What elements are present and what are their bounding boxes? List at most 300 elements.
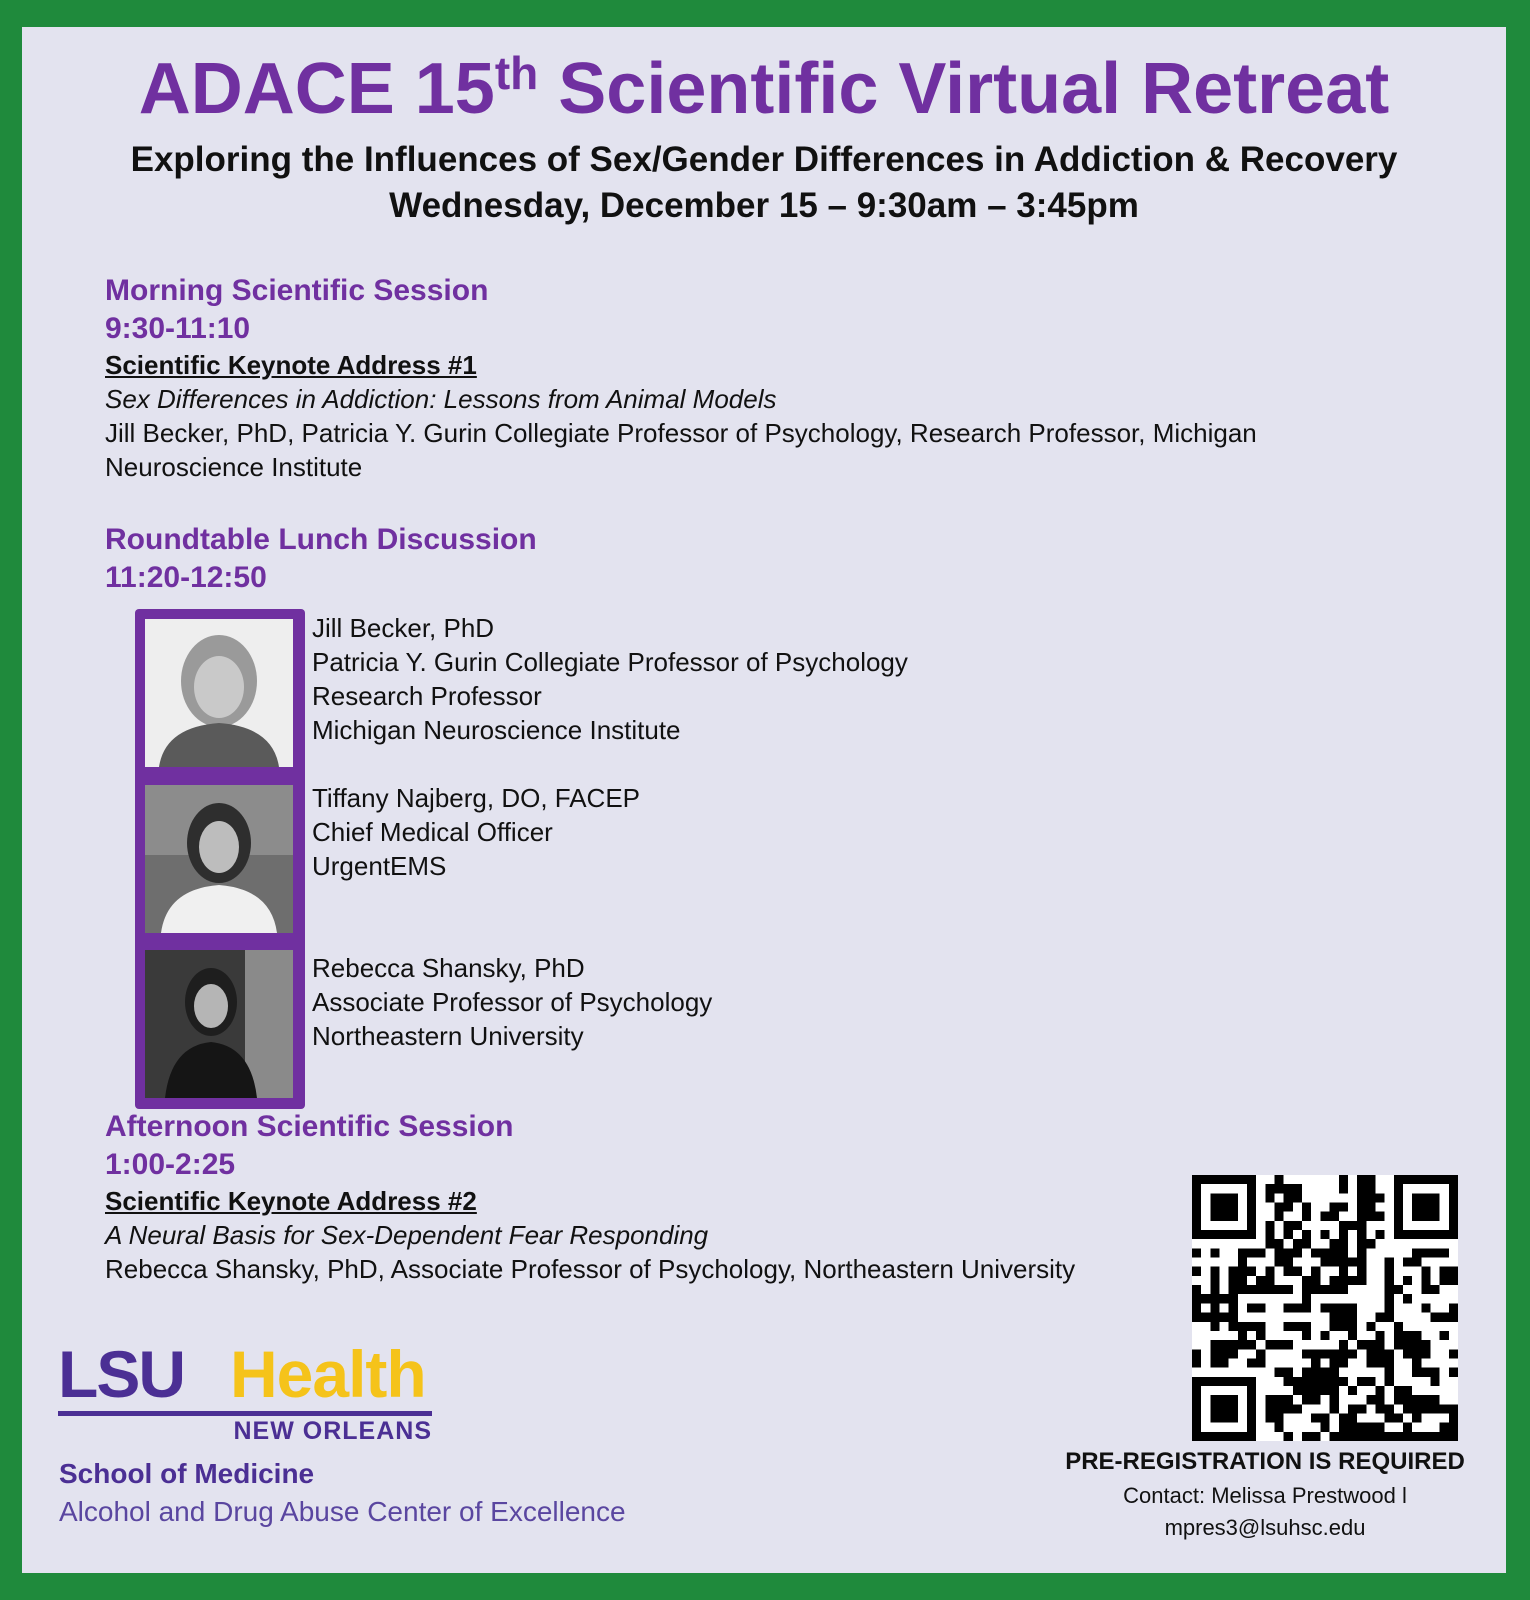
panelist-3 — [312, 951, 712, 1053]
keynote-1-label: Scientific Keynote Address #1 — [105, 350, 477, 380]
qr-module — [1375, 1395, 1384, 1404]
qr-module — [1192, 1377, 1201, 1386]
qr-module — [1394, 1413, 1403, 1422]
qr-module — [1238, 1267, 1247, 1276]
qr-module — [1357, 1221, 1366, 1230]
qr-module — [1247, 1340, 1256, 1349]
qr-module — [1412, 1413, 1421, 1422]
qr-module — [1320, 1303, 1329, 1312]
qr-module — [1210, 1294, 1219, 1303]
qr-module — [1302, 1331, 1311, 1340]
qr-module — [1210, 1212, 1219, 1221]
qr-module — [1375, 1230, 1384, 1239]
qr-module — [1357, 1258, 1366, 1267]
panelist-1-role: Research Professor — [312, 681, 542, 711]
qr-module — [1421, 1395, 1430, 1404]
qr-module — [1247, 1267, 1256, 1276]
qr-module — [1220, 1230, 1229, 1239]
qr-module — [1210, 1303, 1219, 1312]
qr-module — [1449, 1413, 1458, 1422]
qr-module — [1247, 1212, 1256, 1221]
panelist-photo-frame — [135, 609, 305, 1109]
qr-module — [1330, 1212, 1339, 1221]
qr-module — [1302, 1276, 1311, 1285]
qr-module — [1293, 1239, 1302, 1248]
qr-module — [1247, 1413, 1256, 1422]
lsu-logo-text: LSU — [58, 1337, 184, 1411]
qr-module — [1311, 1368, 1320, 1377]
qr-module — [1238, 1175, 1247, 1184]
qr-module — [1192, 1294, 1201, 1303]
qr-module — [1220, 1203, 1229, 1212]
qr-module — [1302, 1432, 1311, 1441]
qr-module — [1366, 1432, 1375, 1441]
qr-module — [1394, 1386, 1403, 1395]
qr-module — [1238, 1331, 1247, 1340]
qr-module — [1192, 1413, 1201, 1422]
qr-module — [1330, 1358, 1339, 1367]
qr-module — [1385, 1313, 1394, 1322]
qr-module — [1430, 1377, 1439, 1386]
qr-module — [1366, 1203, 1375, 1212]
qr-module — [1302, 1395, 1311, 1404]
qr-module — [1430, 1193, 1439, 1202]
qr-module — [1302, 1303, 1311, 1312]
qr-module — [1247, 1175, 1256, 1184]
qr-module — [1220, 1395, 1229, 1404]
qr-module — [1348, 1404, 1357, 1413]
qr-module — [1210, 1413, 1219, 1422]
qr-module — [1311, 1432, 1320, 1441]
qr-module — [1394, 1432, 1403, 1441]
qr-module — [1265, 1239, 1274, 1248]
qr-module — [1330, 1285, 1339, 1294]
qr-module — [1375, 1349, 1384, 1358]
qr-module — [1449, 1230, 1458, 1239]
morning-session — [105, 272, 1257, 484]
qr-module — [1192, 1386, 1201, 1395]
qr-module — [1247, 1432, 1256, 1441]
qr-module — [1339, 1349, 1348, 1358]
qr-module — [1412, 1368, 1421, 1377]
qr-module — [1339, 1248, 1348, 1257]
qr-module — [1275, 1184, 1284, 1193]
qr-module — [1385, 1258, 1394, 1267]
qr-module — [1440, 1248, 1449, 1257]
qr-module — [1330, 1386, 1339, 1395]
title-superscript: th — [494, 47, 539, 99]
qr-module — [1220, 1294, 1229, 1303]
qr-module — [1284, 1230, 1293, 1239]
qr-module — [1201, 1230, 1210, 1239]
qr-module — [1247, 1248, 1256, 1257]
qr-module — [1330, 1404, 1339, 1413]
qr-module — [1247, 1203, 1256, 1212]
qr-module — [1265, 1276, 1274, 1285]
qr-module — [1449, 1184, 1458, 1193]
qr-module — [1449, 1203, 1458, 1212]
qr-module — [1293, 1386, 1302, 1395]
qr-module — [1238, 1322, 1247, 1331]
qr-module — [1339, 1432, 1348, 1441]
qr-module — [1357, 1230, 1366, 1239]
qr-module — [1440, 1175, 1449, 1184]
keynote-1-title: Sex Differences in Addiction: Lessons from Animal Models — [105, 384, 777, 414]
qr-module — [1366, 1423, 1375, 1432]
qr-module — [1275, 1423, 1284, 1432]
qr-module — [1293, 1193, 1302, 1202]
qr-module — [1394, 1230, 1403, 1239]
qr-module — [1210, 1230, 1219, 1239]
qr-module — [1238, 1377, 1247, 1386]
qr-module — [1275, 1340, 1284, 1349]
qr-module — [1284, 1267, 1293, 1276]
qr-module — [1366, 1175, 1375, 1184]
school-name: School of Medicine — [59, 1458, 315, 1489]
panelist-1 — [312, 611, 908, 747]
qr-module — [1375, 1404, 1384, 1413]
panelist-photo-rebecca-shansky — [145, 950, 293, 1098]
qr-module — [1229, 1276, 1238, 1285]
health-logo-text: Health — [230, 1337, 426, 1411]
qr-module — [1247, 1184, 1256, 1193]
qr-module — [1430, 1203, 1439, 1212]
qr-module — [1357, 1248, 1366, 1257]
qr-module — [1256, 1331, 1265, 1340]
qr-module — [1449, 1193, 1458, 1202]
qr-module — [1385, 1349, 1394, 1358]
qr-module — [1339, 1303, 1348, 1312]
qr-module — [1238, 1432, 1247, 1441]
qr-module — [1284, 1340, 1293, 1349]
qr-module — [1375, 1358, 1384, 1367]
qr-module — [1357, 1276, 1366, 1285]
title-main: ADACE 15 — [138, 49, 495, 129]
qr-module — [1394, 1322, 1403, 1331]
qr-module — [1412, 1212, 1421, 1221]
qr-module — [1348, 1386, 1357, 1395]
afternoon-session-time: 1:00-2:25 — [105, 1148, 236, 1181]
qr-module — [1348, 1258, 1357, 1267]
qr-module — [1421, 1230, 1430, 1239]
qr-module — [1366, 1349, 1375, 1358]
qr-module — [1320, 1368, 1329, 1377]
qr-module — [1403, 1386, 1412, 1395]
qr-module — [1229, 1404, 1238, 1413]
qr-module — [1357, 1267, 1366, 1276]
qr-module — [1339, 1184, 1348, 1193]
qr-module — [1220, 1404, 1229, 1413]
qr-module — [1210, 1285, 1219, 1294]
qr-module — [1449, 1212, 1458, 1221]
panelist-2-name: Tiffany Najberg, DO, FACEP — [312, 783, 641, 813]
qr-module — [1302, 1203, 1311, 1212]
qr-module — [1229, 1175, 1238, 1184]
qr-module — [1339, 1230, 1348, 1239]
qr-module — [1247, 1322, 1256, 1331]
qr-module — [1265, 1193, 1274, 1202]
qr-module — [1247, 1230, 1256, 1239]
qr-module — [1238, 1340, 1247, 1349]
qr-module — [1229, 1377, 1238, 1386]
qr-module — [1320, 1423, 1329, 1432]
qr-module — [1256, 1303, 1265, 1312]
panelist-3-affiliation: Northeastern University — [312, 1021, 584, 1051]
qr-module — [1330, 1258, 1339, 1267]
qr-module — [1220, 1377, 1229, 1386]
qr-module — [1210, 1404, 1219, 1413]
qr-module — [1440, 1313, 1449, 1322]
qr-module — [1229, 1303, 1238, 1312]
qr-module — [1229, 1193, 1238, 1202]
qr-module — [1284, 1221, 1293, 1230]
qr-module — [1247, 1285, 1256, 1294]
qr-module — [1275, 1395, 1284, 1404]
qr-module — [1357, 1377, 1366, 1386]
qr-module — [1247, 1395, 1256, 1404]
qr-module — [1440, 1276, 1449, 1285]
keynote-1-speaker-line-2: Neuroscience Institute — [105, 452, 363, 482]
qr-module — [1385, 1276, 1394, 1285]
qr-module — [1192, 1358, 1201, 1367]
afternoon-session — [105, 1108, 1075, 1286]
qr-module — [1311, 1285, 1320, 1294]
qr-module — [1238, 1230, 1247, 1239]
qr-module — [1357, 1423, 1366, 1432]
qr-module — [1412, 1432, 1421, 1441]
qr-module — [1339, 1276, 1348, 1285]
qr-module — [1284, 1395, 1293, 1404]
qr-module — [1348, 1349, 1357, 1358]
qr-module — [1394, 1203, 1403, 1212]
qr-module — [1375, 1340, 1384, 1349]
qr-module — [1302, 1386, 1311, 1395]
qr-module — [1265, 1404, 1274, 1413]
qr-module — [1311, 1267, 1320, 1276]
qr-module — [1311, 1395, 1320, 1404]
qr-module — [1403, 1395, 1412, 1404]
qr-module — [1430, 1230, 1439, 1239]
keynote-1-speaker-line-1: Jill Becker, PhD, Patricia Y. Gurin Collegiate Professor of Psychology, Research Professor, Michigan — [105, 418, 1257, 448]
qr-module — [1210, 1358, 1219, 1367]
qr-module — [1330, 1248, 1339, 1257]
qr-module — [1357, 1432, 1366, 1441]
qr-module — [1284, 1368, 1293, 1377]
qr-module — [1421, 1340, 1430, 1349]
qr-module — [1412, 1331, 1421, 1340]
qr-module — [1320, 1413, 1329, 1422]
qr-module — [1256, 1322, 1265, 1331]
pre-registration-notice: PRE-REGISTRATION IS REQUIRED — [1065, 1448, 1465, 1475]
qr-module — [1421, 1349, 1430, 1358]
registration-qr-code[interactable] — [1192, 1175, 1458, 1441]
qr-module — [1412, 1340, 1421, 1349]
qr-module — [1311, 1349, 1320, 1358]
qr-module — [1385, 1267, 1394, 1276]
qr-module — [1192, 1175, 1201, 1184]
qr-module — [1220, 1358, 1229, 1367]
qr-module — [1366, 1358, 1375, 1367]
qr-module — [1440, 1331, 1449, 1340]
qr-module — [1210, 1340, 1219, 1349]
qr-module — [1421, 1285, 1430, 1294]
qr-module — [1339, 1203, 1348, 1212]
qr-module — [1348, 1313, 1357, 1322]
qr-module — [1449, 1404, 1458, 1413]
qr-module — [1339, 1285, 1348, 1294]
qr-module — [1403, 1349, 1412, 1358]
qr-module — [1192, 1303, 1201, 1312]
qr-module — [1293, 1322, 1302, 1331]
roundtable-time: 11:20-12:50 — [105, 561, 267, 594]
keynote-2-title: A Neural Basis for Sex-Dependent Fear Responding — [105, 1220, 709, 1250]
qr-module — [1339, 1413, 1348, 1422]
qr-module — [1366, 1193, 1375, 1202]
qr-module — [1357, 1404, 1366, 1413]
panelist-2-affiliation: UrgentEMS — [312, 851, 447, 881]
qr-module — [1366, 1322, 1375, 1331]
qr-module — [1394, 1212, 1403, 1221]
qr-module — [1220, 1432, 1229, 1441]
qr-module — [1403, 1404, 1412, 1413]
qr-module — [1339, 1358, 1348, 1367]
qr-module — [1440, 1267, 1449, 1276]
qr-module — [1229, 1313, 1238, 1322]
qr-module — [1247, 1358, 1256, 1367]
qr-module — [1430, 1285, 1439, 1294]
panelist-1-name: Jill Becker, PhD — [312, 613, 495, 643]
qr-module — [1339, 1267, 1348, 1276]
qr-module — [1403, 1423, 1412, 1432]
qr-module — [1330, 1303, 1339, 1312]
qr-module — [1210, 1248, 1219, 1257]
qr-module — [1210, 1395, 1219, 1404]
qr-module — [1357, 1184, 1366, 1193]
qr-module — [1302, 1322, 1311, 1331]
qr-module — [1311, 1413, 1320, 1422]
qr-module — [1421, 1203, 1430, 1212]
qr-module — [1320, 1285, 1329, 1294]
qr-module — [1403, 1276, 1412, 1285]
qr-module — [1229, 1230, 1238, 1239]
qr-module — [1275, 1212, 1284, 1221]
qr-module — [1430, 1313, 1439, 1322]
qr-module — [1210, 1175, 1219, 1184]
qr-module — [1366, 1239, 1375, 1248]
qr-module — [1430, 1404, 1439, 1413]
qr-module — [1192, 1285, 1201, 1294]
qr-module — [1412, 1175, 1421, 1184]
qr-module — [1330, 1349, 1339, 1358]
qr-module — [1375, 1432, 1384, 1441]
qr-module — [1265, 1184, 1274, 1193]
qr-module — [1403, 1432, 1412, 1441]
qr-module — [1265, 1413, 1274, 1422]
morning-session-heading: Morning Scientific Session — [105, 274, 489, 307]
qr-module — [1394, 1193, 1403, 1202]
qr-module — [1293, 1248, 1302, 1257]
qr-module — [1302, 1294, 1311, 1303]
qr-module — [1421, 1368, 1430, 1377]
qr-module — [1284, 1432, 1293, 1441]
qr-module — [1302, 1239, 1311, 1248]
qr-module — [1201, 1313, 1210, 1322]
qr-module — [1421, 1276, 1430, 1285]
qr-module — [1265, 1267, 1274, 1276]
qr-module — [1320, 1212, 1329, 1221]
qr-module — [1302, 1368, 1311, 1377]
qr-module — [1320, 1349, 1329, 1358]
qr-module — [1229, 1340, 1238, 1349]
qr-module — [1192, 1349, 1201, 1358]
qr-module — [1247, 1423, 1256, 1432]
qr-module — [1421, 1193, 1430, 1202]
contact-email-link[interactable]: mpres3@lsuhsc.edu — [1164, 1515, 1366, 1540]
qr-module — [1403, 1331, 1412, 1340]
qr-module — [1421, 1303, 1430, 1312]
qr-module — [1302, 1377, 1311, 1386]
panelist-photo-jill-becker — [145, 619, 293, 767]
qr-module — [1348, 1331, 1357, 1340]
qr-module — [1192, 1248, 1201, 1257]
qr-module — [1330, 1239, 1339, 1248]
qr-module — [1247, 1303, 1256, 1312]
qr-module — [1275, 1239, 1284, 1248]
qr-module — [1220, 1193, 1229, 1202]
qr-module — [1394, 1340, 1403, 1349]
qr-module — [1330, 1313, 1339, 1322]
qr-module — [1256, 1349, 1265, 1358]
qr-module — [1339, 1258, 1348, 1267]
qr-module — [1256, 1285, 1265, 1294]
qr-module — [1210, 1432, 1219, 1441]
qr-module — [1394, 1395, 1403, 1404]
qr-module — [1265, 1221, 1274, 1230]
qr-module — [1385, 1432, 1394, 1441]
qr-module — [1293, 1303, 1302, 1312]
qr-module — [1192, 1203, 1201, 1212]
qr-module — [1449, 1175, 1458, 1184]
contact-name: Contact: Melissa Prestwood l — [1123, 1483, 1407, 1508]
qr-module — [1348, 1413, 1357, 1422]
event-date-time: Wednesday, December 15 – 9:30am – 3:45pm — [389, 186, 1139, 225]
qr-module — [1275, 1248, 1284, 1257]
qr-module — [1412, 1193, 1421, 1202]
qr-module — [1421, 1267, 1430, 1276]
qr-module — [1449, 1368, 1458, 1377]
qr-module — [1375, 1386, 1384, 1395]
qr-module — [1293, 1377, 1302, 1386]
qr-module — [1330, 1276, 1339, 1285]
qr-module — [1192, 1395, 1201, 1404]
qr-module — [1302, 1230, 1311, 1239]
qr-module — [1449, 1276, 1458, 1285]
qr-module — [1385, 1303, 1394, 1312]
qr-module — [1421, 1404, 1430, 1413]
qr-module — [1394, 1175, 1403, 1184]
qr-module — [1375, 1423, 1384, 1432]
qr-module — [1192, 1184, 1201, 1193]
qr-module — [1210, 1322, 1219, 1331]
qr-module — [1192, 1313, 1201, 1322]
qr-module — [1339, 1377, 1348, 1386]
qr-module — [1339, 1175, 1348, 1184]
qr-module — [1247, 1193, 1256, 1202]
qr-module — [1210, 1267, 1219, 1276]
qr-module — [1210, 1276, 1219, 1285]
qr-module — [1412, 1404, 1421, 1413]
qr-module — [1449, 1423, 1458, 1432]
